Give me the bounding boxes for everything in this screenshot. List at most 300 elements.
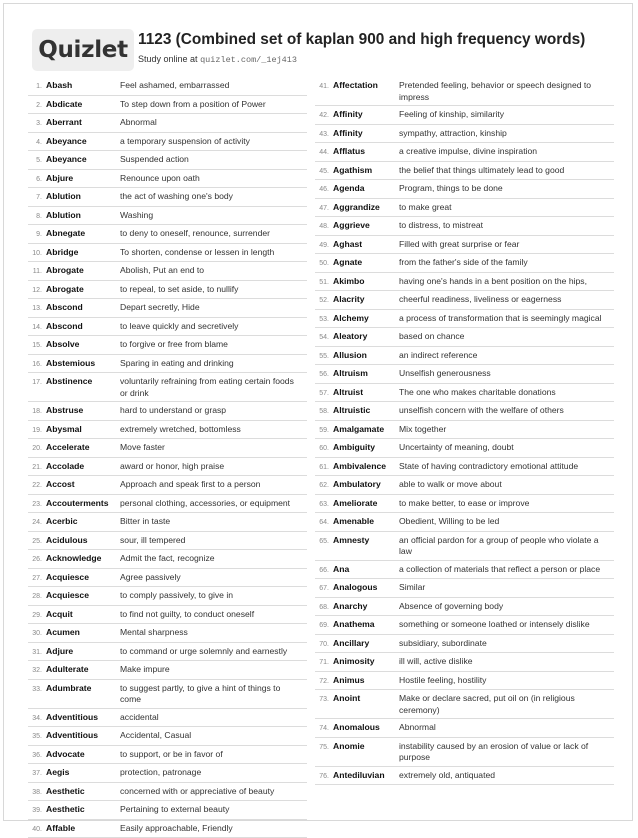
- term-definition: to leave quickly and secretively: [120, 321, 307, 334]
- term-definition: To step down from a position of Power: [120, 99, 307, 112]
- term-definition: from the father's side of the family: [399, 257, 614, 270]
- term-row: [315, 310, 614, 329]
- term-word: Animosity: [329, 656, 399, 669]
- term-definition: Unselfish generousness: [399, 368, 614, 381]
- quizlet-logo[interactable]: Quizlet: [32, 29, 134, 71]
- term-word: Altruism: [329, 368, 399, 381]
- term-number: 20.: [28, 442, 42, 455]
- term-definition: Washing: [120, 210, 307, 223]
- term-definition: Feeling of kinship, similarity: [399, 109, 614, 122]
- term-word: Abrogate: [42, 265, 120, 278]
- term-definition: a temporary suspension of activity: [120, 136, 307, 149]
- term-word: Accost: [42, 479, 120, 492]
- term-definition: to distress, to mistreat: [399, 220, 614, 233]
- term-definition: instability caused by an erosion of value or lack of purpose: [399, 741, 614, 764]
- term-number: 29.: [28, 609, 42, 622]
- term-word: Ana: [329, 564, 399, 577]
- term-definition: Mental sharpness: [120, 627, 307, 640]
- term-definition: Sparing in eating and drinking: [120, 358, 307, 371]
- term-definition: Make or declare sacred, put oil on (in religious ceremony): [399, 693, 614, 716]
- term-word: Acidulous: [42, 535, 120, 548]
- term-definition: a process of transformation that is seemingly magical: [399, 313, 614, 326]
- term-word: Afflatus: [329, 146, 399, 159]
- term-definition: sympathy, attraction, kinship: [399, 128, 614, 141]
- term-word: Acquit: [42, 609, 120, 622]
- term-row: [28, 439, 307, 458]
- term-row: [28, 402, 307, 421]
- term-row: [28, 709, 307, 728]
- term-definition: to make great: [399, 202, 614, 215]
- term-word: Adulterate: [42, 664, 120, 677]
- term-row: [315, 598, 614, 617]
- term-number: 24.: [28, 516, 42, 529]
- term-definition: Easily approachable, Friendly: [120, 823, 307, 836]
- term-word: Abeyance: [42, 136, 120, 149]
- term-word: Agenda: [329, 183, 399, 196]
- term-definition: unselfish concern with the welfare of others: [399, 405, 614, 418]
- term-row: [28, 77, 307, 96]
- term-number: 30.: [28, 627, 42, 640]
- term-word: Adventitious: [42, 730, 120, 743]
- term-number: 23.: [28, 498, 42, 511]
- term-number: 74.: [315, 722, 329, 735]
- term-definition: Pretended feeling, behavior or speech designed to impress: [399, 80, 614, 103]
- term-definition: State of having contradictory emotional attitude: [399, 461, 614, 474]
- term-word: Abeyance: [42, 154, 120, 167]
- term-definition: having one's hands in a bent position on the hips,: [399, 276, 614, 289]
- term-definition: based on chance: [399, 331, 614, 344]
- term-number: 8.: [28, 210, 42, 223]
- term-definition: Uncertainty of meaning, doubt: [399, 442, 614, 455]
- term-number: 2.: [28, 99, 42, 112]
- term-definition: Bitter in taste: [120, 516, 307, 529]
- term-number: 36.: [28, 749, 42, 762]
- term-row: [315, 653, 614, 672]
- term-row: [28, 569, 307, 588]
- term-number: 31.: [28, 646, 42, 659]
- term-row: [28, 495, 307, 514]
- term-word: Altruist: [329, 387, 399, 400]
- term-word: Adventitious: [42, 712, 120, 725]
- term-row: [315, 365, 614, 384]
- term-word: Alchemy: [329, 313, 399, 326]
- term-number: 37.: [28, 767, 42, 780]
- term-row: [315, 690, 614, 719]
- term-word: Allusion: [329, 350, 399, 363]
- term-row: [315, 672, 614, 691]
- term-number: 32.: [28, 664, 42, 677]
- term-word: Absolve: [42, 339, 120, 352]
- term-row: [315, 384, 614, 403]
- term-word: Abjure: [42, 173, 120, 186]
- term-number: 35.: [28, 730, 42, 743]
- term-definition: Mix together: [399, 424, 614, 437]
- term-row: [315, 217, 614, 236]
- term-number: 55.: [315, 350, 329, 363]
- term-word: Acumen: [42, 627, 120, 640]
- term-word: Affinity: [329, 128, 399, 141]
- term-number: 34.: [28, 712, 42, 725]
- term-row: [28, 421, 307, 440]
- term-number: 33.: [28, 683, 42, 706]
- term-row: [315, 476, 614, 495]
- term-word: Amnesty: [329, 535, 399, 558]
- term-word: Aesthetic: [42, 786, 120, 799]
- term-number: 19.: [28, 424, 42, 437]
- term-row: [315, 125, 614, 144]
- term-word: Ablution: [42, 191, 120, 204]
- term-definition: to command or urge solemnly and earnestly: [120, 646, 307, 659]
- term-word: Aegis: [42, 767, 120, 780]
- term-word: Abridge: [42, 247, 120, 260]
- term-list-right: [315, 77, 614, 785]
- term-number: 14.: [28, 321, 42, 334]
- term-word: Alacrity: [329, 294, 399, 307]
- term-definition: to make better, to ease or improve: [399, 498, 614, 511]
- term-definition: voluntarily refraining from eating certain foods or drink: [120, 376, 307, 399]
- term-number: 73.: [315, 693, 329, 716]
- term-row: [28, 801, 307, 820]
- term-number: 44.: [315, 146, 329, 159]
- term-word: Acknowledge: [42, 553, 120, 566]
- term-row: [315, 458, 614, 477]
- term-list-left: [28, 77, 307, 838]
- term-word: Antediluvian: [329, 770, 399, 783]
- term-definition: Abolish, Put an end to: [120, 265, 307, 278]
- term-row: [28, 727, 307, 746]
- term-row: [28, 281, 307, 300]
- term-number: 52.: [315, 294, 329, 307]
- term-row: [315, 273, 614, 292]
- term-number: 9.: [28, 228, 42, 241]
- term-number: 41.: [315, 80, 329, 103]
- term-word: Affinity: [329, 109, 399, 122]
- term-row: [28, 746, 307, 765]
- term-definition: Hostile feeling, hostility: [399, 675, 614, 688]
- term-definition: to suggest partly, to give a hint of things to come: [120, 683, 307, 706]
- term-word: Affable: [42, 823, 120, 836]
- term-definition: to repeal, to set aside, to nullify: [120, 284, 307, 297]
- term-row: [315, 77, 614, 106]
- term-word: Abrogate: [42, 284, 120, 297]
- term-row: [315, 162, 614, 181]
- term-row: [28, 661, 307, 680]
- term-number: 27.: [28, 572, 42, 585]
- term-row: [28, 114, 307, 133]
- term-word: Accelerate: [42, 442, 120, 455]
- term-number: 43.: [315, 128, 329, 141]
- term-number: 65.: [315, 535, 329, 558]
- term-number: 4.: [28, 136, 42, 149]
- term-number: 12.: [28, 284, 42, 297]
- page-title: 1123 (Combined set of kaplan 900 and high frequency words): [138, 31, 585, 49]
- term-number: 69.: [315, 619, 329, 632]
- term-definition: The one who makes charitable donations: [399, 387, 614, 400]
- term-number: 67.: [315, 582, 329, 595]
- term-definition: Obedient, Willing to be led: [399, 516, 614, 529]
- term-word: Ambivalence: [329, 461, 399, 474]
- term-row: [315, 254, 614, 273]
- term-number: 63.: [315, 498, 329, 511]
- term-definition: to comply passively, to give in: [120, 590, 307, 603]
- term-word: Akimbo: [329, 276, 399, 289]
- term-word: Abstemious: [42, 358, 120, 371]
- term-word: Adumbrate: [42, 683, 120, 706]
- term-number: 7.: [28, 191, 42, 204]
- term-definition: to forgive or free from blame: [120, 339, 307, 352]
- term-word: Adjure: [42, 646, 120, 659]
- term-number: 17.: [28, 376, 42, 399]
- term-row: [28, 188, 307, 207]
- term-row: [315, 439, 614, 458]
- term-row: [28, 373, 307, 402]
- term-word: Animus: [329, 675, 399, 688]
- term-definition: protection, patronage: [120, 767, 307, 780]
- term-definition: subsidiary, subordinate: [399, 638, 614, 651]
- term-row: [315, 347, 614, 366]
- term-row: [28, 225, 307, 244]
- term-number: 38.: [28, 786, 42, 799]
- term-definition: Depart secretly, Hide: [120, 302, 307, 315]
- term-number: 18.: [28, 405, 42, 418]
- term-row: [28, 643, 307, 662]
- term-definition: Admit the fact, recognize: [120, 553, 307, 566]
- term-row: [315, 106, 614, 125]
- term-word: Abstinence: [42, 376, 120, 399]
- term-row: [28, 532, 307, 551]
- term-number: 59.: [315, 424, 329, 437]
- term-word: Abscond: [42, 302, 120, 315]
- study-online-label: Study online at: [138, 54, 198, 64]
- term-word: Analogous: [329, 582, 399, 595]
- term-row: [28, 151, 307, 170]
- term-definition: accidental: [120, 712, 307, 725]
- term-definition: Absence of governing body: [399, 601, 614, 614]
- term-row: [315, 719, 614, 738]
- term-definition: the belief that things ultimately lead to good: [399, 165, 614, 178]
- document-page: [3, 3, 633, 821]
- term-number: 50.: [315, 257, 329, 270]
- term-number: 15.: [28, 339, 42, 352]
- term-definition: hard to understand or grasp: [120, 405, 307, 418]
- term-row: [28, 262, 307, 281]
- term-definition: a creative impulse, divine inspiration: [399, 146, 614, 159]
- term-row: [28, 96, 307, 115]
- term-row: [28, 244, 307, 263]
- term-row: [315, 495, 614, 514]
- term-row: [315, 561, 614, 580]
- term-word: Abnegate: [42, 228, 120, 241]
- term-word: Anathema: [329, 619, 399, 632]
- term-number: 45.: [315, 165, 329, 178]
- term-word: Ancillary: [329, 638, 399, 651]
- term-word: Agnate: [329, 257, 399, 270]
- page-header: [4, 4, 632, 74]
- term-row: [315, 143, 614, 162]
- term-definition: an official pardon for a group of people who violate a law: [399, 535, 614, 558]
- term-word: Anarchy: [329, 601, 399, 614]
- term-number: 75.: [315, 741, 329, 764]
- term-definition: something or someone loathed or intensely dislike: [399, 619, 614, 632]
- term-definition: Similar: [399, 582, 614, 595]
- term-number: 11.: [28, 265, 42, 278]
- term-row: [315, 767, 614, 786]
- study-url-link[interactable]: quizlet.com/_1ej413: [200, 55, 297, 65]
- term-number: 62.: [315, 479, 329, 492]
- term-row: [28, 476, 307, 495]
- term-word: Anomalous: [329, 722, 399, 735]
- term-number: 22.: [28, 479, 42, 492]
- term-row: [28, 764, 307, 783]
- term-word: Advocate: [42, 749, 120, 762]
- term-number: 53.: [315, 313, 329, 326]
- term-row: [28, 624, 307, 643]
- term-word: Abysmal: [42, 424, 120, 437]
- term-definition: extremely wretched, bottomless: [120, 424, 307, 437]
- term-definition: Abnormal: [120, 117, 307, 130]
- term-word: Anomie: [329, 741, 399, 764]
- term-row: [315, 635, 614, 654]
- study-online-line: [138, 54, 297, 65]
- term-number: 70.: [315, 638, 329, 651]
- term-word: Anoint: [329, 693, 399, 716]
- term-word: Affectation: [329, 80, 399, 103]
- term-row: [28, 606, 307, 625]
- term-number: 21.: [28, 461, 42, 474]
- term-number: 58.: [315, 405, 329, 418]
- term-word: Abash: [42, 80, 120, 93]
- term-word: Aleatory: [329, 331, 399, 344]
- term-number: 39.: [28, 804, 42, 817]
- term-row: [28, 820, 307, 838]
- term-row: [315, 579, 614, 598]
- term-word: Altruistic: [329, 405, 399, 418]
- term-definition: cheerful readiness, liveliness or eagerness: [399, 294, 614, 307]
- term-row: [315, 532, 614, 561]
- term-number: 13.: [28, 302, 42, 315]
- term-number: 48.: [315, 220, 329, 233]
- term-word: Accolade: [42, 461, 120, 474]
- term-word: Aghast: [329, 239, 399, 252]
- term-row: [28, 133, 307, 152]
- term-word: Aberrant: [42, 117, 120, 130]
- term-number: 1.: [28, 80, 42, 93]
- term-row: [28, 336, 307, 355]
- term-number: 51.: [315, 276, 329, 289]
- term-definition: to find not guilty, to conduct oneself: [120, 609, 307, 622]
- term-definition: award or honor, high praise: [120, 461, 307, 474]
- term-word: Acerbic: [42, 516, 120, 529]
- term-row: [315, 199, 614, 218]
- term-number: 47.: [315, 202, 329, 215]
- term-definition: extremely old, antiquated: [399, 770, 614, 783]
- term-number: 16.: [28, 358, 42, 371]
- term-definition: able to walk or move about: [399, 479, 614, 492]
- term-row: [28, 355, 307, 374]
- term-row: [315, 180, 614, 199]
- term-definition: personal clothing, accessories, or equipment: [120, 498, 307, 511]
- term-number: 26.: [28, 553, 42, 566]
- term-word: Aggrandize: [329, 202, 399, 215]
- term-definition: Suspended action: [120, 154, 307, 167]
- term-definition: Approach and speak first to a person: [120, 479, 307, 492]
- term-number: 68.: [315, 601, 329, 614]
- term-definition: Abnormal: [399, 722, 614, 735]
- term-row: [28, 207, 307, 226]
- term-row: [28, 783, 307, 802]
- term-number: 5.: [28, 154, 42, 167]
- term-row: [28, 680, 307, 709]
- term-definition: concerned with or appreciative of beauty: [120, 786, 307, 799]
- term-word: Ambulatory: [329, 479, 399, 492]
- term-word: Amalgamate: [329, 424, 399, 437]
- term-word: Accouterments: [42, 498, 120, 511]
- term-row: [315, 402, 614, 421]
- term-number: 57.: [315, 387, 329, 400]
- term-definition: sour, ill tempered: [120, 535, 307, 548]
- term-definition: Filled with great surprise or fear: [399, 239, 614, 252]
- term-row: [28, 587, 307, 606]
- term-definition: Renounce upon oath: [120, 173, 307, 186]
- term-number: 54.: [315, 331, 329, 344]
- term-word: Aggrieve: [329, 220, 399, 233]
- term-number: 6.: [28, 173, 42, 186]
- term-definition: to support, or be in favor of: [120, 749, 307, 762]
- term-row: [315, 513, 614, 532]
- term-number: 72.: [315, 675, 329, 688]
- term-row: [28, 513, 307, 532]
- term-word: Abdicate: [42, 99, 120, 112]
- term-row: [28, 550, 307, 569]
- term-number: 56.: [315, 368, 329, 381]
- term-row: [315, 291, 614, 310]
- term-number: 66.: [315, 564, 329, 577]
- term-row: [315, 328, 614, 347]
- term-number: 40.: [28, 823, 42, 836]
- term-definition: Move faster: [120, 442, 307, 455]
- term-word: Aesthetic: [42, 804, 120, 817]
- term-definition: Make impure: [120, 664, 307, 677]
- term-number: 61.: [315, 461, 329, 474]
- term-definition: a collection of materials that reflect a person or place: [399, 564, 614, 577]
- term-definition: the act of washing one's body: [120, 191, 307, 204]
- term-row: [28, 299, 307, 318]
- term-row: [28, 318, 307, 337]
- term-row: [315, 421, 614, 440]
- term-definition: Program, things to be done: [399, 183, 614, 196]
- term-definition: Agree passively: [120, 572, 307, 585]
- term-number: 46.: [315, 183, 329, 196]
- term-row: [28, 458, 307, 477]
- term-definition: an indirect reference: [399, 350, 614, 363]
- term-number: 64.: [315, 516, 329, 529]
- term-row: [315, 616, 614, 635]
- term-definition: Feel ashamed, embarrassed: [120, 80, 307, 93]
- term-word: Abscond: [42, 321, 120, 334]
- term-number: 3.: [28, 117, 42, 130]
- term-number: 25.: [28, 535, 42, 548]
- term-word: Acquiesce: [42, 572, 120, 585]
- term-number: 28.: [28, 590, 42, 603]
- term-number: 71.: [315, 656, 329, 669]
- term-definition: to deny to oneself, renounce, surrender: [120, 228, 307, 241]
- term-word: Acquiesce: [42, 590, 120, 603]
- term-word: Agathism: [329, 165, 399, 178]
- term-number: 60.: [315, 442, 329, 455]
- term-word: Amenable: [329, 516, 399, 529]
- term-number: 42.: [315, 109, 329, 122]
- term-word: Ambiguity: [329, 442, 399, 455]
